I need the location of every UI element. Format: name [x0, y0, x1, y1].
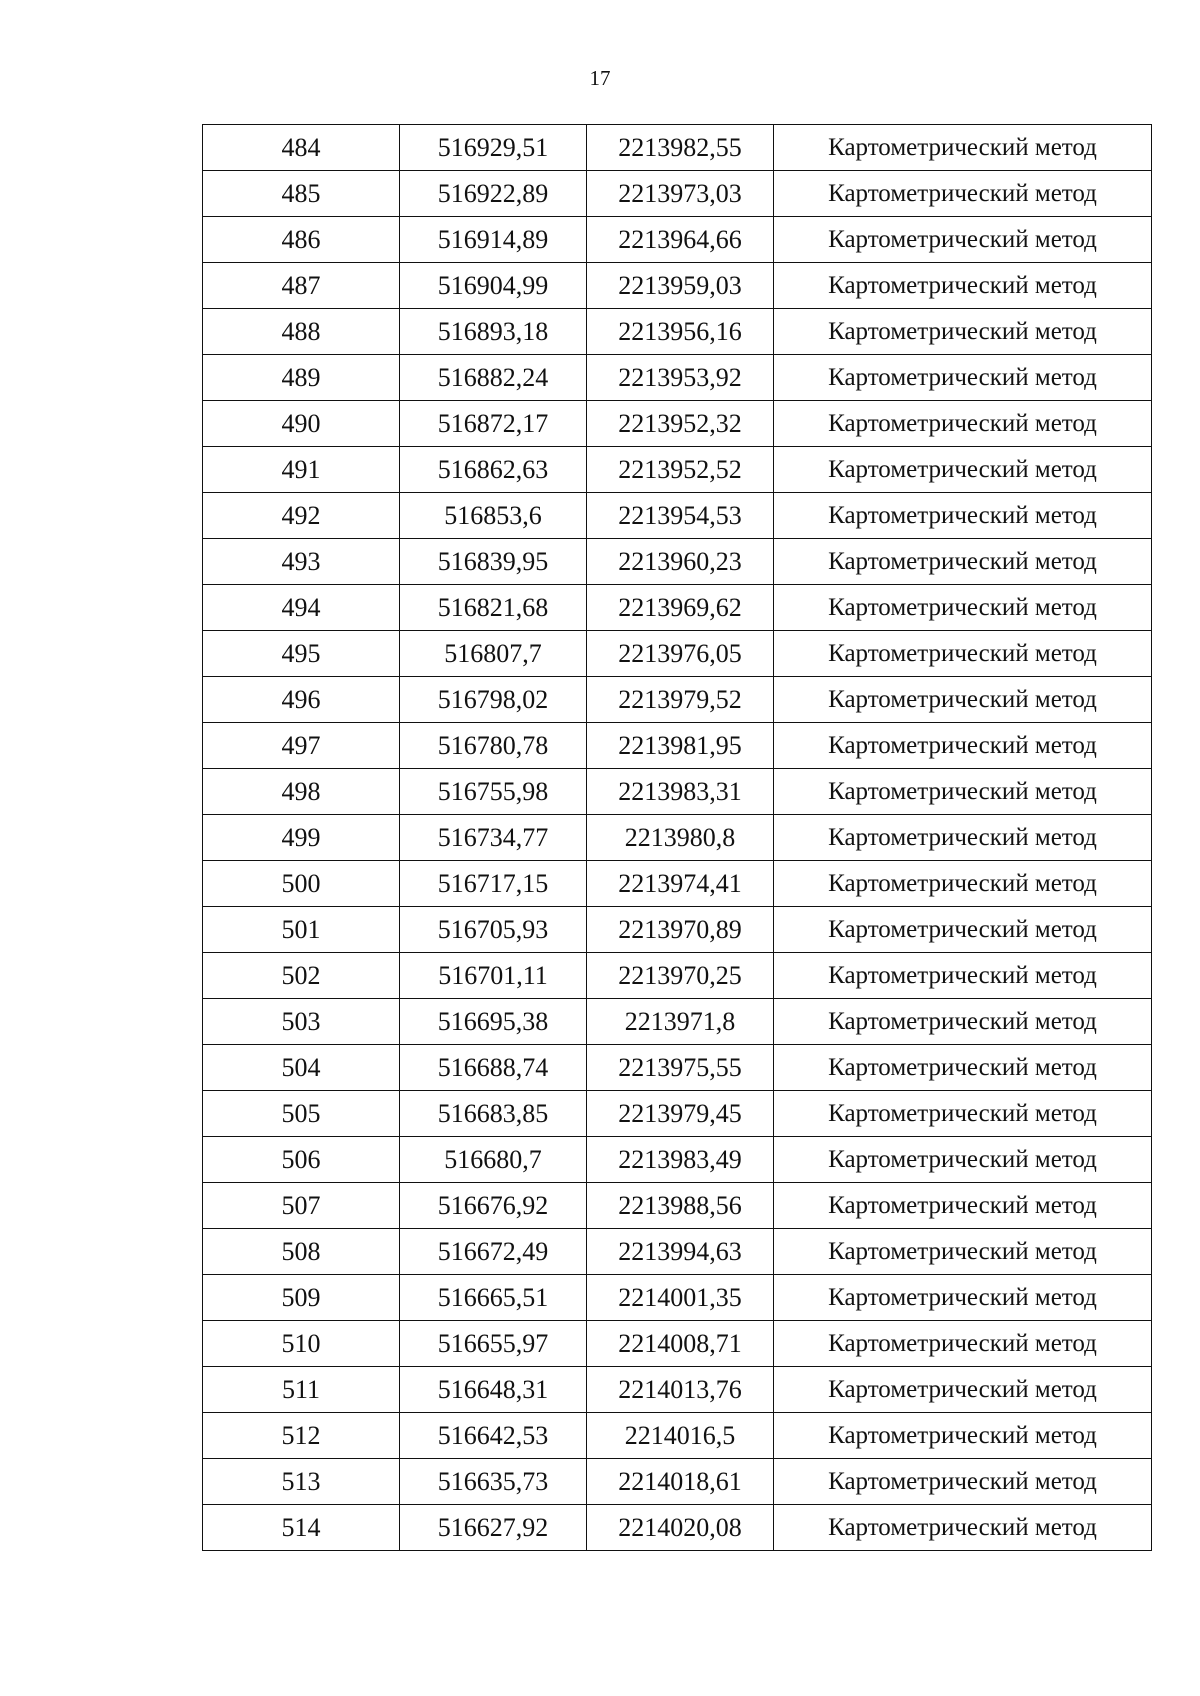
- x-coordinate-cell: 516672,49: [400, 1229, 587, 1275]
- table-row: [203, 1091, 1152, 1137]
- table-row: [203, 1229, 1152, 1275]
- table-row: [203, 217, 1152, 263]
- point-number-cell: 508: [203, 1229, 400, 1275]
- y-coordinate-cell: 2213979,52: [587, 677, 774, 723]
- y-coordinate-cell: 2213980,8: [587, 815, 774, 861]
- point-number-cell: 485: [203, 171, 400, 217]
- x-coordinate-cell: 516705,93: [400, 907, 587, 953]
- method-cell: Картометрический метод: [774, 1413, 1152, 1459]
- table-row: [203, 861, 1152, 907]
- x-coordinate-cell: 516872,17: [400, 401, 587, 447]
- table-row: [203, 907, 1152, 953]
- x-coordinate-cell: 516642,53: [400, 1413, 587, 1459]
- point-number-cell: 492: [203, 493, 400, 539]
- x-coordinate-cell: 516798,02: [400, 677, 587, 723]
- y-coordinate-cell: 2213970,89: [587, 907, 774, 953]
- method-cell: Картометрический метод: [774, 493, 1152, 539]
- y-coordinate-cell: 2214018,61: [587, 1459, 774, 1505]
- method-cell: Картометрический метод: [774, 953, 1152, 999]
- x-coordinate-cell: 516904,99: [400, 263, 587, 309]
- y-coordinate-cell: 2213981,95: [587, 723, 774, 769]
- point-number-cell: 512: [203, 1413, 400, 1459]
- method-cell: Картометрический метод: [774, 217, 1152, 263]
- x-coordinate-cell: 516882,24: [400, 355, 587, 401]
- method-cell: Картометрический метод: [774, 401, 1152, 447]
- point-number-cell: 504: [203, 1045, 400, 1091]
- point-number-cell: 509: [203, 1275, 400, 1321]
- y-coordinate-cell: 2213953,92: [587, 355, 774, 401]
- x-coordinate-cell: 516821,68: [400, 585, 587, 631]
- x-coordinate-cell: 516655,97: [400, 1321, 587, 1367]
- x-coordinate-cell: 516695,38: [400, 999, 587, 1045]
- y-coordinate-cell: 2213971,8: [587, 999, 774, 1045]
- x-coordinate-cell: 516914,89: [400, 217, 587, 263]
- method-cell: Картометрический метод: [774, 539, 1152, 585]
- y-coordinate-cell: 2213983,49: [587, 1137, 774, 1183]
- method-cell: Картометрический метод: [774, 1321, 1152, 1367]
- method-cell: Картометрический метод: [774, 631, 1152, 677]
- point-number-cell: 500: [203, 861, 400, 907]
- y-coordinate-cell: 2213970,25: [587, 953, 774, 999]
- method-cell: Картометрический метод: [774, 1091, 1152, 1137]
- x-coordinate-cell: 516680,7: [400, 1137, 587, 1183]
- x-coordinate-cell: 516635,73: [400, 1459, 587, 1505]
- method-cell: Картометрический метод: [774, 125, 1152, 171]
- x-coordinate-cell: 516929,51: [400, 125, 587, 171]
- y-coordinate-cell: 2213960,23: [587, 539, 774, 585]
- point-number-cell: 510: [203, 1321, 400, 1367]
- point-number-cell: 490: [203, 401, 400, 447]
- y-coordinate-cell: 2213983,31: [587, 769, 774, 815]
- coordinates-table-body: [203, 125, 1152, 1551]
- y-coordinate-cell: 2213954,53: [587, 493, 774, 539]
- y-coordinate-cell: 2213982,55: [587, 125, 774, 171]
- x-coordinate-cell: 516862,63: [400, 447, 587, 493]
- point-number-cell: 489: [203, 355, 400, 401]
- method-cell: Картометрический метод: [774, 999, 1152, 1045]
- y-coordinate-cell: 2213976,05: [587, 631, 774, 677]
- method-cell: Картометрический метод: [774, 907, 1152, 953]
- table-row: [203, 125, 1152, 171]
- x-coordinate-cell: 516807,7: [400, 631, 587, 677]
- table-row: [203, 677, 1152, 723]
- y-coordinate-cell: 2214008,71: [587, 1321, 774, 1367]
- point-number-cell: 494: [203, 585, 400, 631]
- y-coordinate-cell: 2213973,03: [587, 171, 774, 217]
- method-cell: Картометрический метод: [774, 263, 1152, 309]
- table-row: [203, 171, 1152, 217]
- x-coordinate-cell: 516922,89: [400, 171, 587, 217]
- table-row: [203, 999, 1152, 1045]
- y-coordinate-cell: 2213974,41: [587, 861, 774, 907]
- point-number-cell: 505: [203, 1091, 400, 1137]
- x-coordinate-cell: 516780,78: [400, 723, 587, 769]
- x-coordinate-cell: 516665,51: [400, 1275, 587, 1321]
- method-cell: Картометрический метод: [774, 355, 1152, 401]
- x-coordinate-cell: 516676,92: [400, 1183, 587, 1229]
- y-coordinate-cell: 2213956,16: [587, 309, 774, 355]
- point-number-cell: 513: [203, 1459, 400, 1505]
- table-row: [203, 769, 1152, 815]
- method-cell: Картометрический метод: [774, 1137, 1152, 1183]
- point-number-cell: 493: [203, 539, 400, 585]
- point-number-cell: 514: [203, 1505, 400, 1551]
- y-coordinate-cell: 2214013,76: [587, 1367, 774, 1413]
- table-row: [203, 1183, 1152, 1229]
- coordinates-table: [202, 124, 1152, 1551]
- point-number-cell: 506: [203, 1137, 400, 1183]
- point-number-cell: 502: [203, 953, 400, 999]
- x-coordinate-cell: 516701,11: [400, 953, 587, 999]
- method-cell: Картометрический метод: [774, 1505, 1152, 1551]
- method-cell: Картометрический метод: [774, 1367, 1152, 1413]
- x-coordinate-cell: 516648,31: [400, 1367, 587, 1413]
- x-coordinate-cell: 516683,85: [400, 1091, 587, 1137]
- point-number-cell: 507: [203, 1183, 400, 1229]
- table-row: [203, 539, 1152, 585]
- table-row: [203, 631, 1152, 677]
- y-coordinate-cell: 2214020,08: [587, 1505, 774, 1551]
- table-row: [203, 723, 1152, 769]
- point-number-cell: 487: [203, 263, 400, 309]
- x-coordinate-cell: 516893,18: [400, 309, 587, 355]
- x-coordinate-cell: 516853,6: [400, 493, 587, 539]
- y-coordinate-cell: 2213994,63: [587, 1229, 774, 1275]
- point-number-cell: 488: [203, 309, 400, 355]
- table-row: [203, 401, 1152, 447]
- method-cell: Картометрический метод: [774, 723, 1152, 769]
- method-cell: Картометрический метод: [774, 677, 1152, 723]
- y-coordinate-cell: 2213988,56: [587, 1183, 774, 1229]
- point-number-cell: 486: [203, 217, 400, 263]
- table-row: [203, 1275, 1152, 1321]
- x-coordinate-cell: 516688,74: [400, 1045, 587, 1091]
- x-coordinate-cell: 516839,95: [400, 539, 587, 585]
- table-row: [203, 1459, 1152, 1505]
- y-coordinate-cell: 2213979,45: [587, 1091, 774, 1137]
- table-row: [203, 1367, 1152, 1413]
- method-cell: Картометрический метод: [774, 769, 1152, 815]
- table-row: [203, 1045, 1152, 1091]
- table-row: [203, 355, 1152, 401]
- method-cell: Картометрический метод: [774, 171, 1152, 217]
- method-cell: Картометрический метод: [774, 861, 1152, 907]
- x-coordinate-cell: 516717,15: [400, 861, 587, 907]
- table-row: [203, 309, 1152, 355]
- method-cell: Картометрический метод: [774, 1229, 1152, 1275]
- table-row: [203, 1505, 1152, 1551]
- table-row: [203, 953, 1152, 999]
- y-coordinate-cell: 2213959,03: [587, 263, 774, 309]
- table-row: [203, 447, 1152, 493]
- table-row: [203, 585, 1152, 631]
- method-cell: Картометрический метод: [774, 1045, 1152, 1091]
- y-coordinate-cell: 2213969,62: [587, 585, 774, 631]
- table-row: [203, 1321, 1152, 1367]
- method-cell: Картометрический метод: [774, 1183, 1152, 1229]
- y-coordinate-cell: 2214016,5: [587, 1413, 774, 1459]
- table-row: [203, 263, 1152, 309]
- point-number-cell: 484: [203, 125, 400, 171]
- point-number-cell: 498: [203, 769, 400, 815]
- point-number-cell: 495: [203, 631, 400, 677]
- x-coordinate-cell: 516755,98: [400, 769, 587, 815]
- table-row: [203, 493, 1152, 539]
- method-cell: Картометрический метод: [774, 1459, 1152, 1505]
- point-number-cell: 503: [203, 999, 400, 1045]
- method-cell: Картометрический метод: [774, 309, 1152, 355]
- method-cell: Картометрический метод: [774, 1275, 1152, 1321]
- point-number-cell: 499: [203, 815, 400, 861]
- x-coordinate-cell: 516734,77: [400, 815, 587, 861]
- point-number-cell: 491: [203, 447, 400, 493]
- table-row: [203, 815, 1152, 861]
- method-cell: Картометрический метод: [774, 815, 1152, 861]
- x-coordinate-cell: 516627,92: [400, 1505, 587, 1551]
- table-row: [203, 1137, 1152, 1183]
- point-number-cell: 511: [203, 1367, 400, 1413]
- table-row: [203, 1413, 1152, 1459]
- method-cell: Картометрический метод: [774, 585, 1152, 631]
- y-coordinate-cell: 2213952,32: [587, 401, 774, 447]
- y-coordinate-cell: 2213964,66: [587, 217, 774, 263]
- point-number-cell: 496: [203, 677, 400, 723]
- method-cell: Картометрический метод: [774, 447, 1152, 493]
- y-coordinate-cell: 2213952,52: [587, 447, 774, 493]
- point-number-cell: 497: [203, 723, 400, 769]
- y-coordinate-cell: 2213975,55: [587, 1045, 774, 1091]
- point-number-cell: 501: [203, 907, 400, 953]
- y-coordinate-cell: 2214001,35: [587, 1275, 774, 1321]
- page-number: 17: [589, 66, 611, 90]
